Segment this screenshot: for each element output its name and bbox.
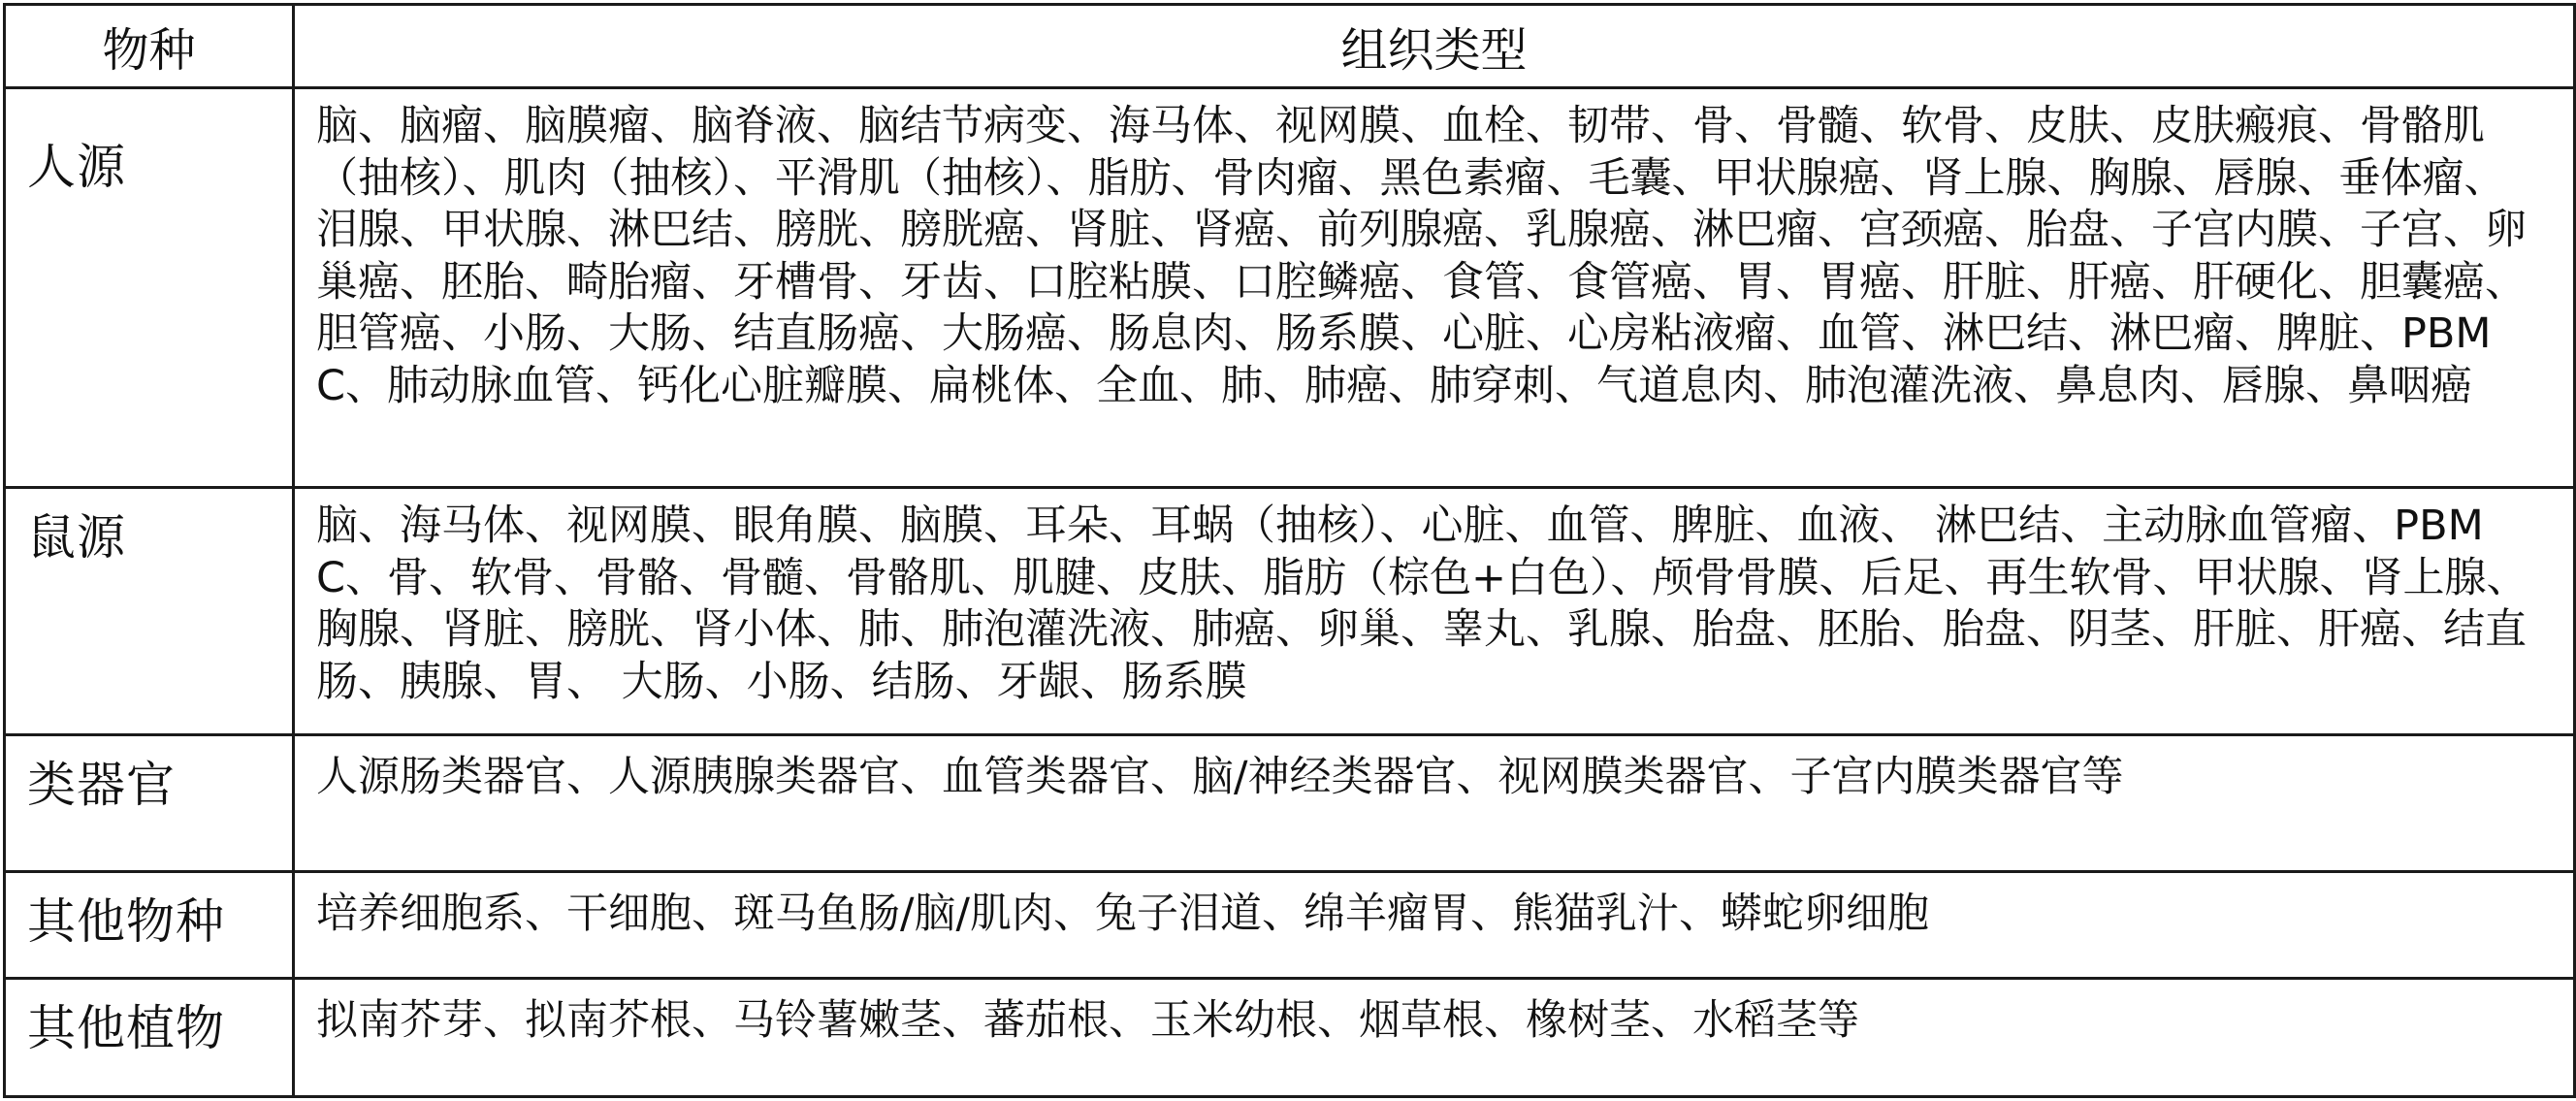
tissue-cell: 脑、海马体、视网膜、眼角膜、脑膜、耳朵、耳蜗（抽核）、心脏、血管、脾脏、血液、 淋巴结、主动脉血管瘤、PBMC、骨、软骨、骨骼、骨髓、骨骼肌、肌腱、皮肤、脂肪（棕色+白色）、颅骨骨膜、后足、再生软骨、甲状腺、肾上腺、胸腺、肾脏、膀胱、肾小体、肺、肺泡灌洗液、肺癌、卵巢、睾丸、乳腺、胎盘、胚胎、胎盘、阴茎、肝脏、肝癌、结直肠、胰腺、胃、 大肠、小肠、结肠、牙龈、肠系膜: [294, 488, 2575, 734]
table-row-other-species: [5, 871, 2575, 979]
species-tissue-table: [3, 3, 2576, 1098]
header-species: 物种: [5, 5, 294, 88]
header-tissue-type: 组织类型: [294, 5, 2575, 88]
tissue-cell: 脑、脑瘤、脑膜瘤、脑脊液、脑结节病变、海马体、视网膜、血栓、韧带、骨、骨髓、软骨、皮肤、皮肤瘢痕、骨骼肌（抽核）、肌肉（抽核）、平滑肌（抽核）、脂肪、骨肉瘤、黑色素瘤、毛囊、甲状腺癌、肾上腺、胸腺、唇腺、垂体瘤、泪腺、甲状腺、淋巴结、膀胱、膀胱癌、肾脏、肾癌、前列腺癌、乳腺癌、淋巴瘤、宫颈癌、胎盘、子宫内膜、子宫、卵巢癌、胚胎、畸胎瘤、牙槽骨、牙齿、口腔粘膜、口腔鳞癌、食管、食管癌、胃、胃癌、肝脏、肝癌、肝硬化、胆囊癌、胆管癌、小肠、大肠、结直肠癌、大肠癌、肠息肉、肠系膜、心脏、心房粘液瘤、血管、淋巴结、淋巴瘤、脾脏、PBMC、肺动脉血管、钙化心脏瓣膜、扁桃体、全血、肺、肺癌、肺穿刺、气道息肉、肺泡灌洗液、鼻息肉、唇腺、鼻咽癌: [294, 88, 2575, 488]
tissue-cell: 人源肠类器官、人源胰腺类器官、血管类器官、脑/神经类器官、视网膜类器官、子宫内膜类器官等: [294, 734, 2575, 871]
table-header-row: [5, 5, 2575, 88]
species-cell: 人源: [5, 88, 294, 488]
tissue-cell: 培养细胞系、干细胞、斑马鱼肠/脑/肌肉、兔子泪道、绵羊瘤胃、熊猫乳汁、蟒蛇卵细胞: [294, 871, 2575, 979]
species-cell: 其他物种: [5, 871, 294, 979]
species-cell: 其他植物: [5, 979, 294, 1097]
species-cell: 鼠源: [5, 488, 294, 734]
tissue-cell: 拟南芥芽、拟南芥根、马铃薯嫩茎、蕃茄根、玉米幼根、烟草根、橡树茎、水稻茎等: [294, 979, 2575, 1097]
species-tissue-table-frame: [3, 3, 2573, 1098]
table-row-mouse: [5, 488, 2575, 734]
species-cell: 类器官: [5, 734, 294, 871]
table-row-other-plants: [5, 979, 2575, 1097]
table-row-human: [5, 88, 2575, 488]
table-row-organoid: [5, 734, 2575, 871]
